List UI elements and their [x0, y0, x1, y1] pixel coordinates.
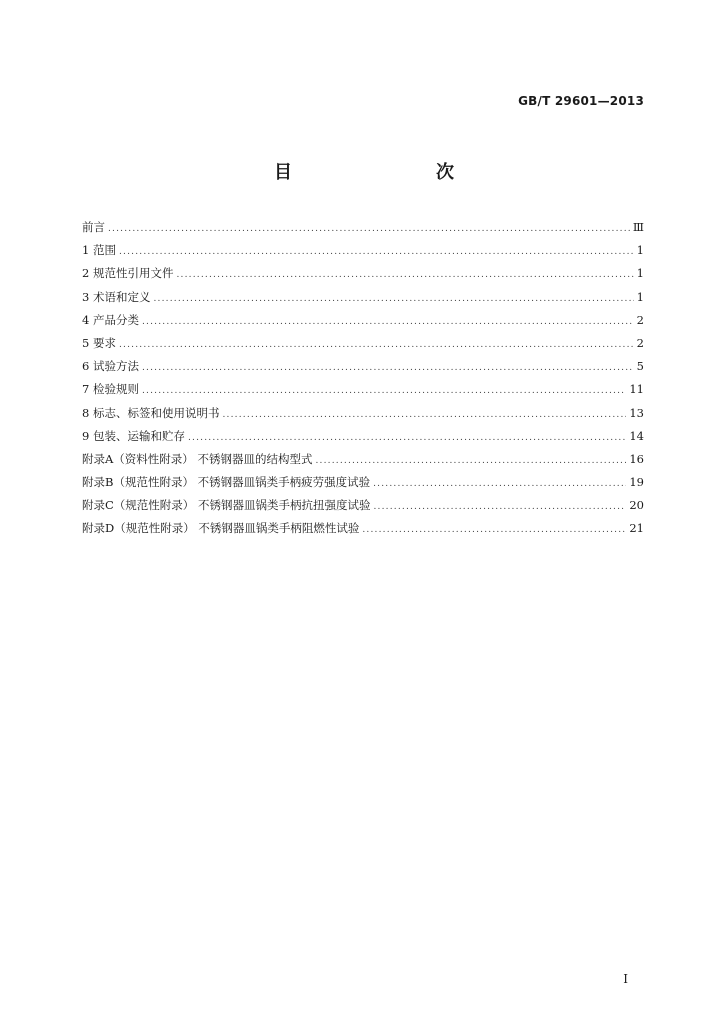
toc-entry-label: 附录B（规范性附录） 不锈钢器皿锅类手柄疲劳强度试验 [82, 475, 371, 490]
toc-entry-annex-d[interactable] [82, 520, 644, 543]
toc-entry-label: 8 标志、标签和使用说明书 [82, 405, 220, 420]
toc-dot-leader [222, 410, 626, 420]
toc-entry-8[interactable] [82, 405, 644, 428]
toc-entry-label: 附录D（规范性附录） 不锈钢器皿锅类手柄阻燃性试验 [82, 521, 360, 536]
toc-entry-4[interactable] [82, 312, 644, 335]
toc-entry-foreword[interactable] [82, 219, 644, 242]
toc-entry-page: Ⅲ [632, 220, 644, 234]
toc-entry-page: 11 [629, 382, 644, 397]
toc-dot-leader [119, 247, 634, 257]
toc-entry-label: 前言 [82, 220, 105, 234]
toc-dot-leader [373, 502, 626, 512]
toc-entry-page: 1 [636, 266, 644, 281]
toc-entry-2[interactable] [82, 265, 644, 288]
toc-entry-label: 3 术语和定义 [82, 289, 151, 304]
toc-entry-page: 2 [636, 335, 644, 350]
page-title: 目 次 [274, 162, 490, 183]
toc-dot-leader [153, 294, 633, 304]
toc-entry-label: 9 包装、运输和贮存 [82, 428, 185, 443]
toc-entry-annex-c[interactable] [82, 497, 644, 520]
toc-dot-leader [373, 479, 626, 489]
toc-entry-annex-a[interactable] [82, 451, 644, 474]
toc-entry-7[interactable] [82, 381, 644, 404]
toc-entry-label: 附录A（资料性附录） 不锈钢器皿的结构型式 [82, 451, 313, 466]
toc-entry-annex-b[interactable] [82, 474, 644, 497]
toc-entry-page: 2 [636, 312, 644, 327]
toc-entry-page: 1 [636, 289, 644, 304]
toc-entry-label: 5 要求 [82, 335, 116, 350]
toc-dot-leader [142, 363, 634, 373]
toc-dot-leader [142, 317, 634, 327]
toc-entry-page: 5 [636, 359, 644, 374]
table-of-contents [82, 219, 644, 544]
toc-entry-page: 21 [629, 521, 644, 536]
toc-dot-leader [119, 340, 634, 350]
toc-dot-leader [315, 456, 626, 466]
toc-dot-leader [188, 433, 626, 443]
toc-entry-label: 1 范围 [82, 243, 116, 258]
toc-entry-9[interactable] [82, 428, 644, 451]
toc-entry-6[interactable] [82, 358, 644, 381]
toc-dot-leader [176, 270, 633, 280]
toc-entry-label: 2 规范性引用文件 [82, 266, 174, 281]
standard-code: GB/T 29601—2013 [518, 94, 644, 108]
toc-entry-page: 13 [629, 405, 644, 420]
toc-dot-leader [142, 386, 626, 396]
toc-entry-label: 附录C（规范性附录） 不锈钢器皿锅类手柄抗扭强度试验 [82, 498, 371, 513]
toc-dot-leader [362, 525, 626, 535]
toc-entry-page: 19 [629, 475, 644, 490]
toc-entry-page: 20 [629, 498, 644, 513]
toc-entry-1[interactable] [82, 242, 644, 265]
toc-entry-page: 16 [629, 451, 644, 466]
toc-entry-label: 6 试验方法 [82, 359, 139, 374]
toc-entry-5[interactable] [82, 335, 644, 358]
toc-entry-page: 1 [636, 243, 644, 258]
page-number: Ⅰ [623, 972, 628, 986]
toc-entry-page: 14 [629, 428, 644, 443]
toc-entry-label: 7 检验规则 [82, 382, 139, 397]
toc-dot-leader [108, 224, 630, 234]
toc-entry-label: 4 产品分类 [82, 312, 139, 327]
toc-entry-3[interactable] [82, 289, 644, 312]
